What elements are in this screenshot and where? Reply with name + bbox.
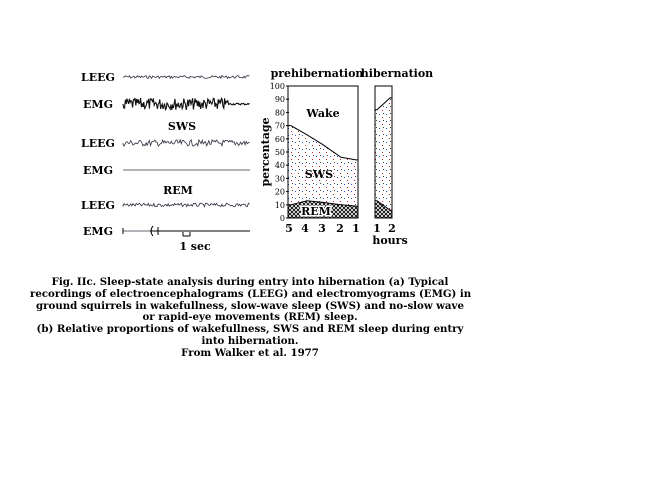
trace-leeg-eeg bbox=[123, 76, 250, 79]
figure-caption bbox=[30, 277, 470, 360]
x-tick-label: 2 bbox=[388, 222, 396, 235]
y-tick-label: 70 bbox=[274, 121, 285, 131]
caption-line: or rapid-eye movements (REM) sleep. bbox=[142, 311, 358, 324]
x-tick-label: 3 bbox=[318, 222, 326, 235]
trace-label-leeg: LEEG bbox=[81, 137, 115, 150]
x-tick-label: 1 bbox=[352, 222, 360, 235]
group-label-prehibernation: prehibernation bbox=[270, 67, 364, 80]
trace-emg-emg bbox=[123, 98, 249, 110]
x-axis-label: hours bbox=[372, 234, 408, 247]
recordings-panel bbox=[81, 71, 250, 253]
trace-label-emg: EMG bbox=[83, 98, 113, 111]
hibernation-sws-area bbox=[375, 98, 392, 218]
trace-label-emg: EMG bbox=[83, 225, 113, 238]
y-tick-label: 100 bbox=[269, 82, 285, 91]
y-tick-label: 60 bbox=[274, 134, 285, 144]
y-tick-label: 0 bbox=[279, 214, 285, 223]
state-label-rem: REM bbox=[163, 184, 193, 197]
trace-leeg-eeg bbox=[123, 203, 250, 207]
y-axis-label: percentage bbox=[259, 117, 272, 187]
x-tick-label: 2 bbox=[336, 222, 344, 235]
region-label-wake: Wake bbox=[306, 107, 340, 120]
region-label-sws: SWS bbox=[304, 168, 334, 181]
caption-line: Fig. IIc. Sleep-state analysis during entry into hibernation (a) Typical bbox=[51, 276, 449, 288]
trace-label-emg: EMG bbox=[83, 164, 113, 177]
y-tick-label: 80 bbox=[274, 108, 285, 118]
caption-line: (b) Relative proportions of wakefullness, SWS and REM sleep during entry bbox=[36, 323, 464, 336]
trace-label-leeg: LEEG bbox=[81, 71, 115, 84]
caption-line: into hibernation. bbox=[201, 334, 299, 347]
x-tick-label: 1 bbox=[373, 222, 381, 235]
y-tick-label: 10 bbox=[274, 200, 285, 210]
region-label-rem: REM bbox=[301, 205, 331, 218]
y-tick-label: 50 bbox=[274, 148, 285, 157]
trace-leeg-eeg bbox=[123, 140, 250, 146]
y-tick-label: 20 bbox=[274, 187, 285, 197]
x-tick-label: 4 bbox=[301, 222, 309, 235]
caption-line: recordings of electroencephalograms (LEEG) and electromyograms (EMG) in bbox=[30, 287, 472, 300]
scale-bar-label: 1 sec bbox=[179, 240, 211, 253]
caption-line: From Walker et al. 1977 bbox=[181, 346, 319, 359]
state-label-sws: SWS bbox=[167, 120, 197, 133]
y-tick-label: 90 bbox=[274, 95, 285, 105]
caption-line: ground squirrels in wakefullness, slow-wave sleep (SWS) and no-slow wave bbox=[36, 299, 464, 312]
x-tick-label: 5 bbox=[285, 222, 293, 235]
y-tick-label: 40 bbox=[274, 161, 285, 171]
sleep-proportion-chart bbox=[259, 67, 433, 247]
scale-bar bbox=[179, 232, 211, 253]
group-label-hibernation: hibernation bbox=[360, 67, 434, 80]
y-tick-label: 30 bbox=[274, 174, 285, 184]
trace-label-leeg: LEEG bbox=[81, 199, 115, 212]
